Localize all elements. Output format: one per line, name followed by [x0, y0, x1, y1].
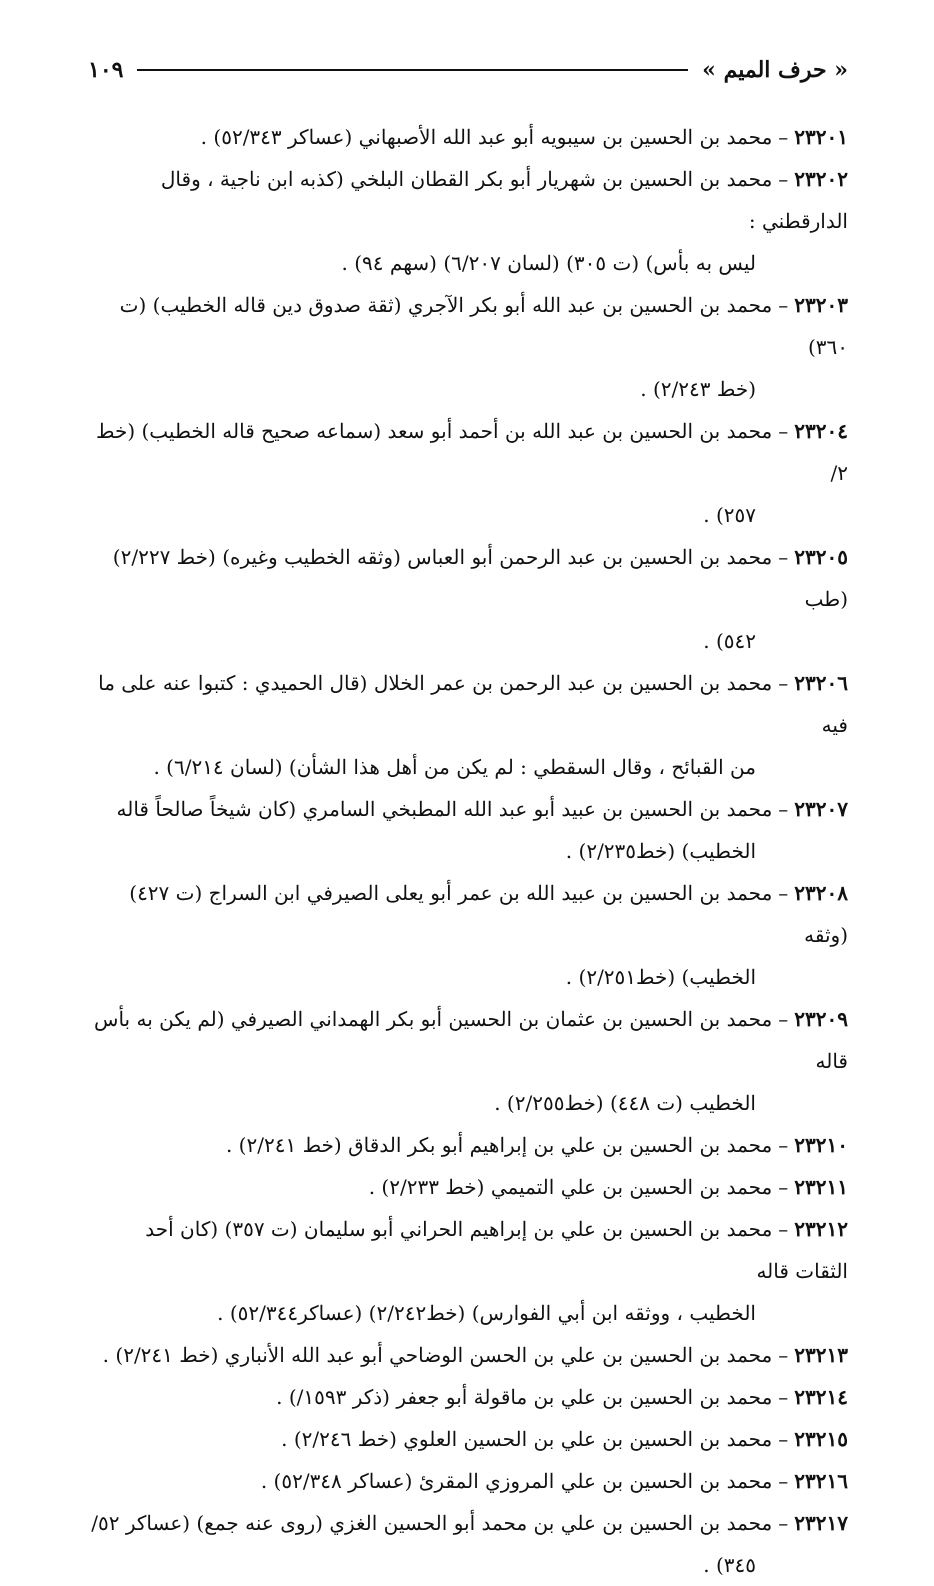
entry-dash: – [778, 1133, 789, 1157]
entry-text-continued: الخطيب (ت ٤٤٨) (خط٢/٢٥٥) . [494, 1091, 756, 1115]
entry-text: محمد بن الحسين بن عبيد الله بن عمر أبو يعلى الصيرفي ابن السراج (ت ٤٢٧) (وثقه [129, 881, 848, 947]
entry-text-continued: ٥٤٢) . [703, 629, 756, 653]
entry-number: ٢٣٢١١ [794, 1175, 848, 1199]
entry-number: ٢٣٢٠٣ [794, 293, 848, 317]
entry-text: محمد بن الحسين بن علي بن إبراهيم الحراني أبو سليمان (ت ٣٥٧) (كان أحد الثقات قاله [145, 1217, 848, 1283]
entry [88, 1124, 848, 1166]
entry-text-continued: ليس به بأس) (ت ٣٠٥) (لسان ٦/٢٠٧) (سهم ٩٤) . [341, 251, 756, 275]
entry [88, 284, 848, 410]
entry-text-continued: الخطيب ، ووثقه ابن أبي الفوارس) (خط٢/٢٤٢) (عساكر٥٢/٣٤٤) . [217, 1301, 756, 1325]
entry-text: محمد بن الحسين بن عبد الرحمن بن عمر الخلال (قال الحميدي : كتبوا عنه على ما فيه [98, 671, 848, 737]
entry [88, 788, 848, 872]
entry-text: محمد بن الحسين بن علي التميمي (خط ٢/٢٣٣) . [368, 1175, 773, 1199]
entry-dash: – [778, 1007, 789, 1031]
entry [88, 662, 848, 788]
entry-text-continued: الخطيب) (خط٢/٢٣٥) . [565, 839, 756, 863]
entry-number: ٢٣٢١٧ [794, 1511, 848, 1535]
entry [88, 1376, 848, 1418]
entry-dash: – [778, 1511, 789, 1535]
entry-number: ٢٣٢٠٦ [794, 671, 848, 695]
entry [88, 410, 848, 536]
entry-number: ٢٣٢١٥ [794, 1427, 848, 1451]
entry-number: ٢٣٢١٣ [794, 1343, 848, 1367]
entry-text: محمد بن الحسين بن علي المروزي المقرئ (عساكر ٥٢/٣٤٨) . [260, 1469, 773, 1493]
entry [88, 536, 848, 662]
entry-number: ٢٣٢١٢ [794, 1217, 848, 1241]
entry [88, 1418, 848, 1460]
entry [88, 1460, 848, 1502]
entry-dash: – [778, 293, 789, 317]
entry-dash: – [778, 125, 789, 149]
entry-text: محمد بن الحسين بن علي بن إبراهيم أبو بكر الدقاق (خط ٢/٢٤١) . [225, 1133, 773, 1157]
entry [88, 872, 848, 998]
entry-dash: – [778, 1427, 789, 1451]
entry-dash: – [778, 167, 789, 191]
entry-list [88, 116, 848, 1586]
entry [88, 1334, 848, 1376]
chapter-title: « حرف الميم » [702, 57, 848, 83]
entry-text: محمد بن الحسين بن عبد الرحمن أبو العباس (وثقه الخطيب وغيره) (خط ٢/٢٢٧) (طب [112, 545, 848, 611]
entry-text: محمد بن الحسين بن عبد الله بن أحمد أبو سعد (سماعه صحيح قاله الخطيب) (خط ٢/ [95, 419, 848, 485]
entry-dash: – [778, 545, 789, 569]
entry [88, 1208, 848, 1334]
entry-text-continued: الخطيب) (خط٢/٢٥١) . [565, 965, 756, 989]
entry-number: ٢٣٢٠٤ [794, 419, 848, 443]
entry-number: ٢٣٢١٠ [794, 1133, 848, 1157]
entry-number: ٢٣٢٠٩ [794, 1007, 848, 1031]
entry-number: ٢٣٢٠٧ [794, 797, 848, 821]
entry-dash: – [778, 419, 789, 443]
entry-text: محمد بن الحسين بن سيبويه أبو عبد الله الأصبهاني (عساكر ٥٢/٣٤٣) . [200, 125, 773, 149]
entry-dash: – [778, 671, 789, 695]
entry-dash: – [778, 1343, 789, 1367]
entry-text: محمد بن الحسين بن عبيد أبو عبد الله المطبخي السامري (كان شيخاً صالحاً قاله [116, 797, 773, 821]
entry-text: محمد بن الحسين بن عبد الله أبو بكر الآجري (ثقة صدوق دين قاله الخطيب) (ت ٣٦٠) [119, 293, 848, 359]
entry-text: محمد بن الحسين بن شهريار أبو بكر القطان البلخي (كذبه ابن ناجية ، وقال الدارقطني : [160, 167, 848, 233]
entry-text-continued: ٢٥٧) . [703, 503, 756, 527]
entry-text: محمد بن الحسين بن عثمان بن الحسين أبو بكر الهمداني الصيرفي (لم يكن به بأس قاله [94, 1007, 848, 1073]
entry-dash: – [778, 1217, 789, 1241]
entry [88, 116, 848, 158]
entry-number: ٢٣٢٠١ [794, 125, 848, 149]
entry-dash: – [778, 1385, 789, 1409]
entry-dash: – [778, 1469, 789, 1493]
entry [88, 1166, 848, 1208]
entry-text: محمد بن الحسين بن علي بن الحسن الوضاحي أبو عبد الله الأنباري (خط ٢/٢٤١) . [102, 1343, 773, 1367]
entry-text-continued: ٣٤٥) . [703, 1553, 756, 1577]
entry-number: ٢٣٢١٦ [794, 1469, 848, 1493]
header-rule [137, 69, 688, 71]
entry-number: ٢٣٢١٤ [794, 1385, 848, 1409]
entry-dash: – [778, 881, 789, 905]
entry-text: محمد بن الحسين بن علي بن محمد أبو الحسين الغزي (روى عنه جمع) (عساكر ٥٢/ [91, 1511, 773, 1535]
entry [88, 158, 848, 284]
entry-text-continued: من القبائح ، وقال السقطي : لم يكن من أهل هذا الشأن) (لسان ٦/٢١٤) . [153, 755, 756, 779]
entry-dash: – [778, 1175, 789, 1199]
page-header [88, 52, 848, 88]
page-number: ١٠٩ [88, 57, 124, 83]
entry-number: ٢٣٢٠٢ [794, 167, 848, 191]
entry-number: ٢٣٢٠٥ [794, 545, 848, 569]
entry-text-continued: (خط ٢/٢٤٣) . [640, 377, 756, 401]
entry-text: محمد بن الحسين بن علي بن الحسين العلوي (خط ٢/٢٤٦) . [281, 1427, 773, 1451]
entry [88, 1502, 848, 1586]
entry-number: ٢٣٢٠٨ [794, 881, 848, 905]
entry-text: محمد بن الحسين بن علي بن ماقولة أبو جعفر (ذكر ١٥٩٣/) . [276, 1385, 773, 1409]
entry [88, 998, 848, 1124]
entry-dash: – [778, 797, 789, 821]
